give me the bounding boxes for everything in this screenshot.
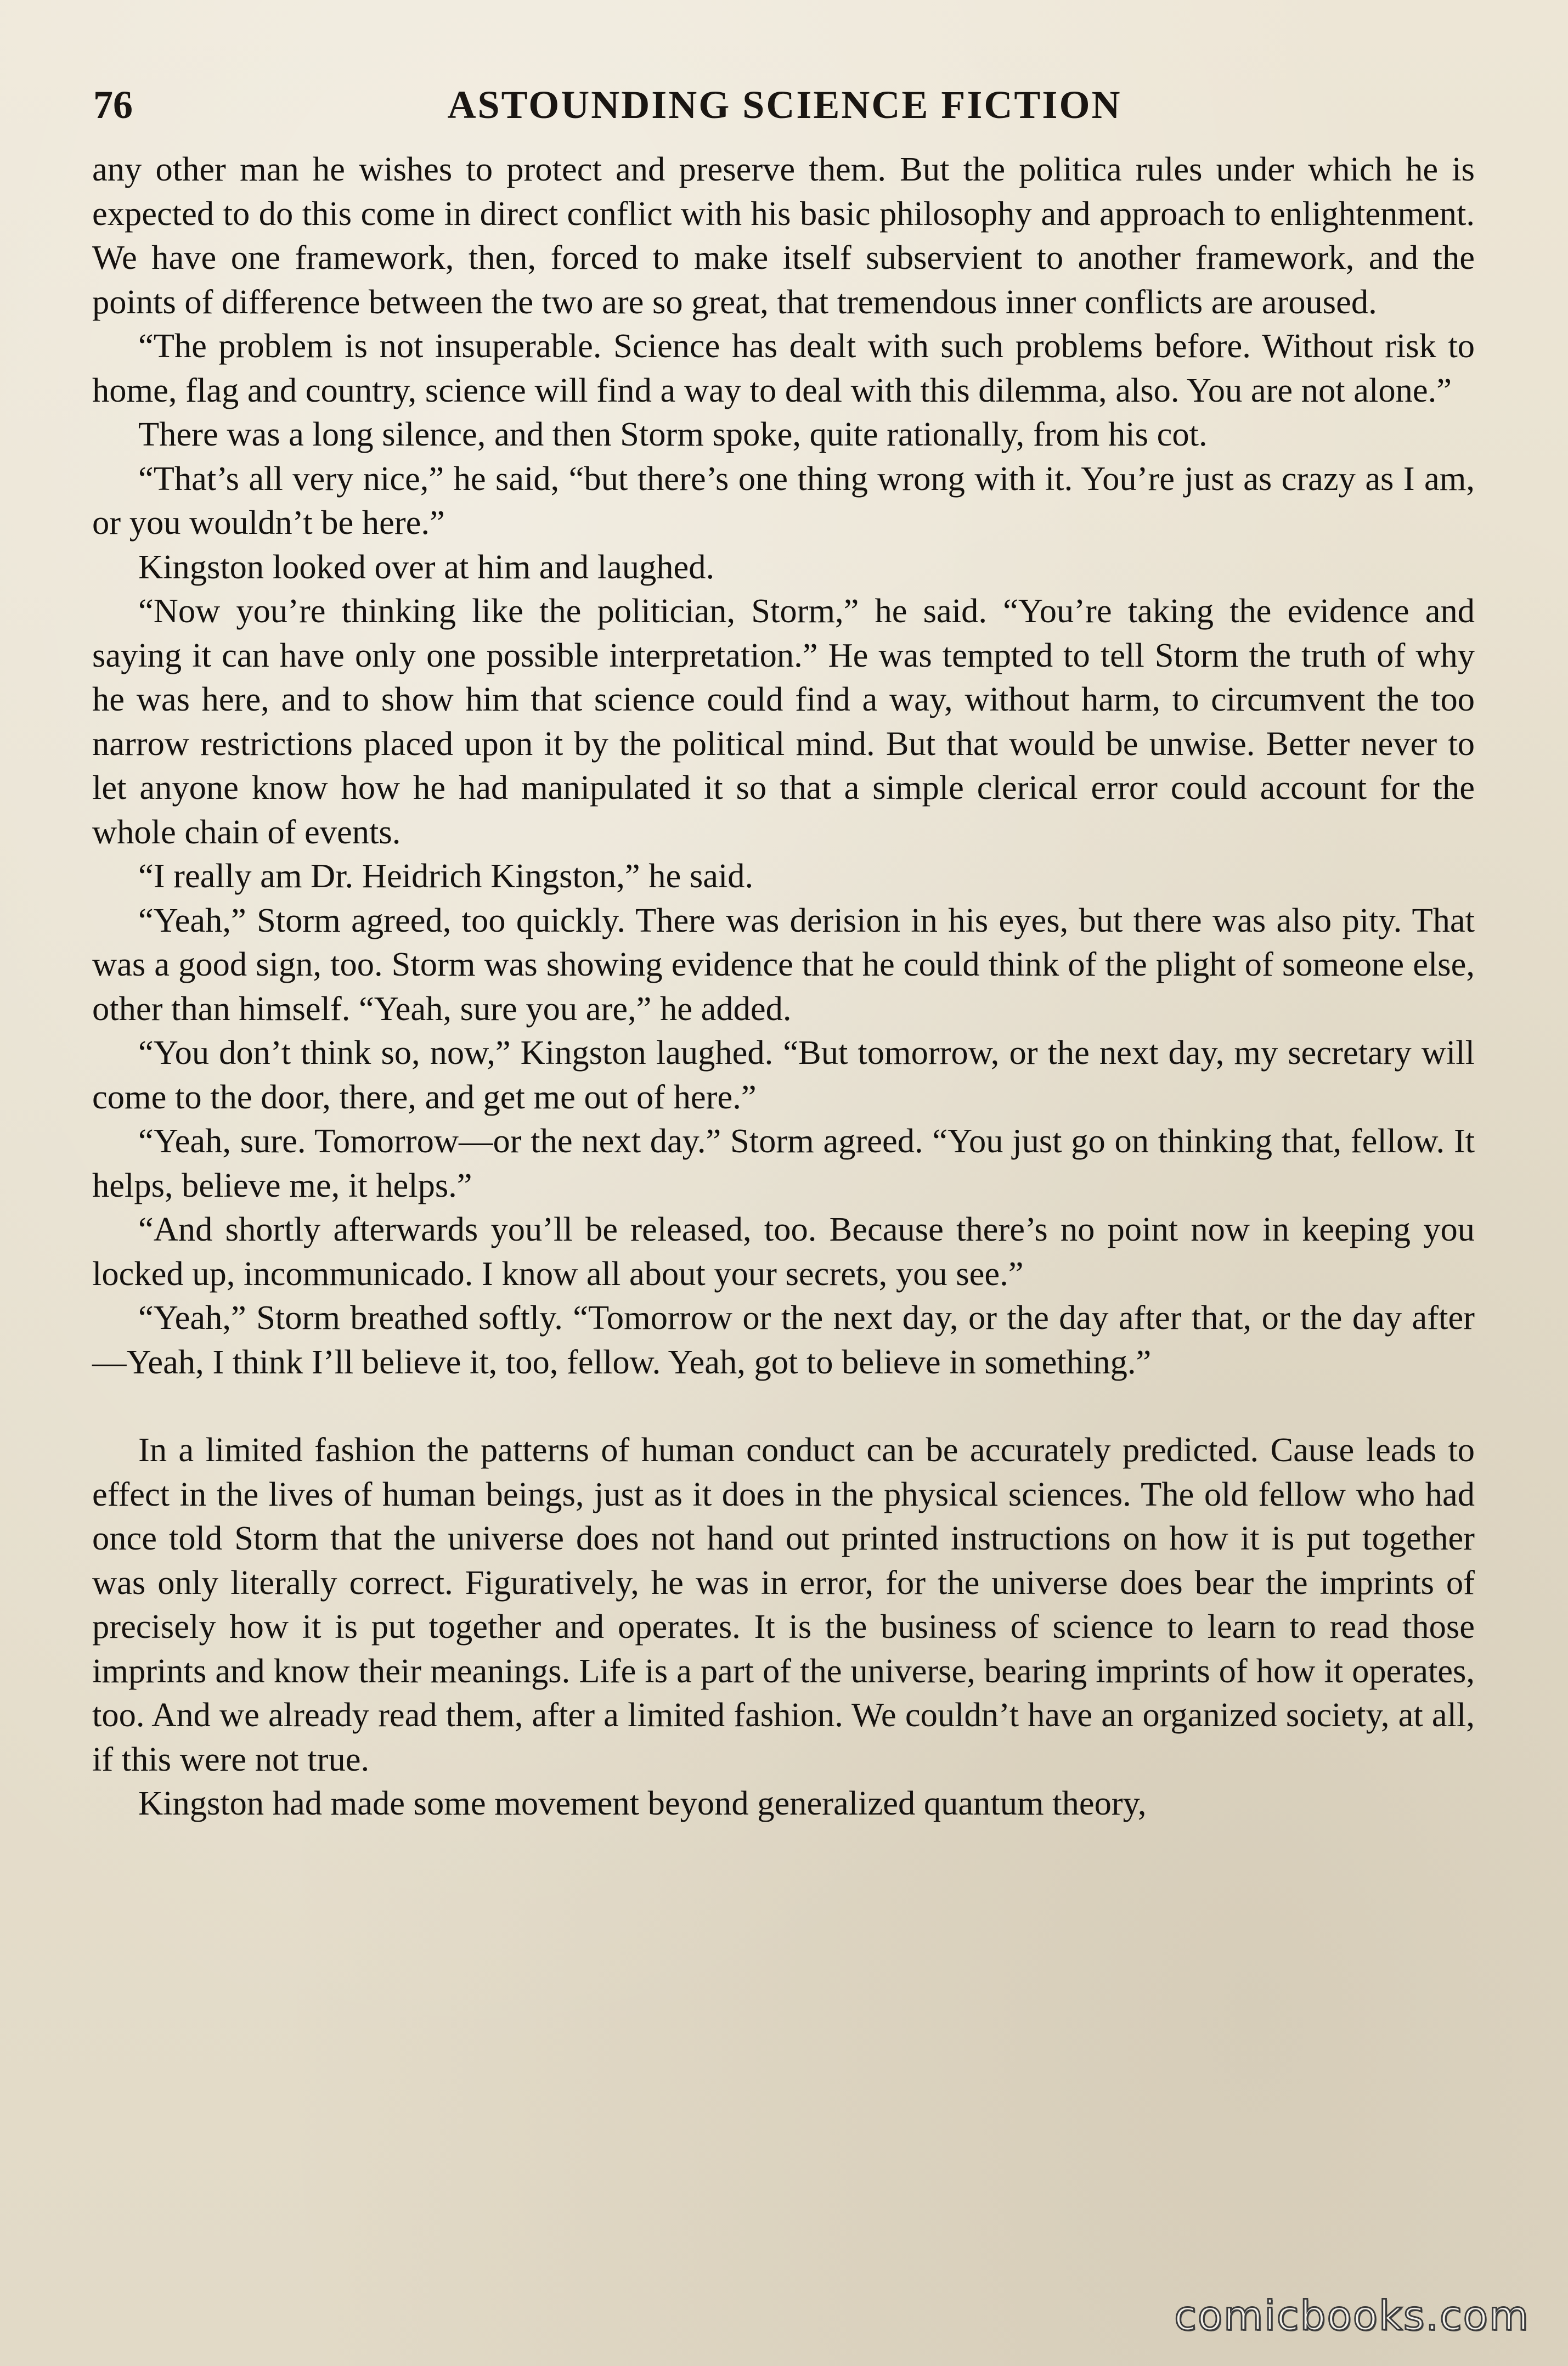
- paragraph-10: “Yeah, sure. Tomorrow—or the next day.” Storm agreed. “You just go on thinking that, fellow. It helps, believe me, it helps.”: [92, 1122, 1475, 1204]
- paragraph-11: “And shortly afterwards you’ll be released, too. Because there’s no point now in keeping you locked up, incommunicado. I know all about your secrets, you see.”: [92, 1210, 1475, 1293]
- paragraph-6: “Now you’re thinking like the politician, Storm,” he said. “You’re taking the evidence and saying it can have only one possible interpretation.” He was tempted to tell Storm the truth of why he was here, and to show him that science could find a way, without harm, to circumvent the too narrow restrictions placed upon it by the political mind. But that would be unwise. Better never to let anyone know how he had manipulated it so that a simple clerical error could account for the whole chain of events.: [92, 592, 1475, 851]
- paragraph-9: “You don’t think so, now,” Kingston laughed. “But tomorrow, or the next day, my secretary will come to the door, there, and get me out of here.”: [92, 1033, 1475, 1116]
- article-body: [92, 147, 1475, 1826]
- paragraph-3: There was a long silence, and then Storm spoke, quite rationally, from his cot.: [138, 415, 1208, 453]
- page-header: [93, 77, 1476, 137]
- paragraph-8: “Yeah,” Storm agreed, too quickly. There was derision in his eyes, but there was also pity. That was a good sign, too. Storm was showing evidence that he could think of the plight of someone else, other than himself. “Yeah, sure you are,” he added.: [92, 900, 1475, 1028]
- running-title: ASTOUNDING SCIENCE FICTION: [447, 83, 1122, 127]
- paragraph-4: “That’s all very nice,” he said, “but there’s one thing wrong with it. You’re just as crazy as I am, or you wouldn’t be here.”: [92, 459, 1475, 542]
- paragraph-14: Kingston had made some movement beyond generalized quantum theory,: [138, 1784, 1147, 1822]
- paragraph-5: Kingston looked over at him and laughed.: [138, 547, 715, 586]
- paragraph-12: “Yeah,” Storm breathed softly. “Tomorrow or the next day, or the day after that, or the day after—Yeah, I think I’ll believe it, too, fellow. Yeah, got to believe in something.”: [92, 1298, 1475, 1381]
- paragraph-7: “I really am Dr. Heidrich Kingston,” he said.: [138, 857, 754, 895]
- page-number: 76: [93, 83, 133, 127]
- paragraph-2: “The problem is not insuperable. Science has dealt with such problems before. Without risk to home, flag and country, science will find a way to deal with this dilemma, also. You are not alone.”: [92, 326, 1475, 409]
- paragraph-13: In a limited fashion the patterns of human conduct can be accurately predicted. Cause leads to effect in the lives of human beings, just as it does in the physical sciences. The old fellow who had once told Storm that the universe does not hand out printed instructions on how it is put together was only literally correct. Figuratively, he was in error, for the universe does bear the imprints of precisely how it is put together and operates. It is the business of science to learn to read those imprints and know their meanings. Life is a part of the universe, bearing imprints of how it operates, too. And we already read them, after a limited fashion. We couldn’t have an organized society, at all, if this were not true.: [92, 1430, 1475, 1778]
- watermark-logo: comicbooks.com: [1174, 2292, 1530, 2340]
- paragraph-1: any other man he wishes to protect and preserve them. But the politica rules under which he is expected to do this come in direct conflict with his basic philosophy and approach to enlightenment. We have one framework, then, forced to make itself subservient to another framework, and the points of difference between the two are so great, that tremendous inner conflicts are aroused.: [92, 150, 1475, 321]
